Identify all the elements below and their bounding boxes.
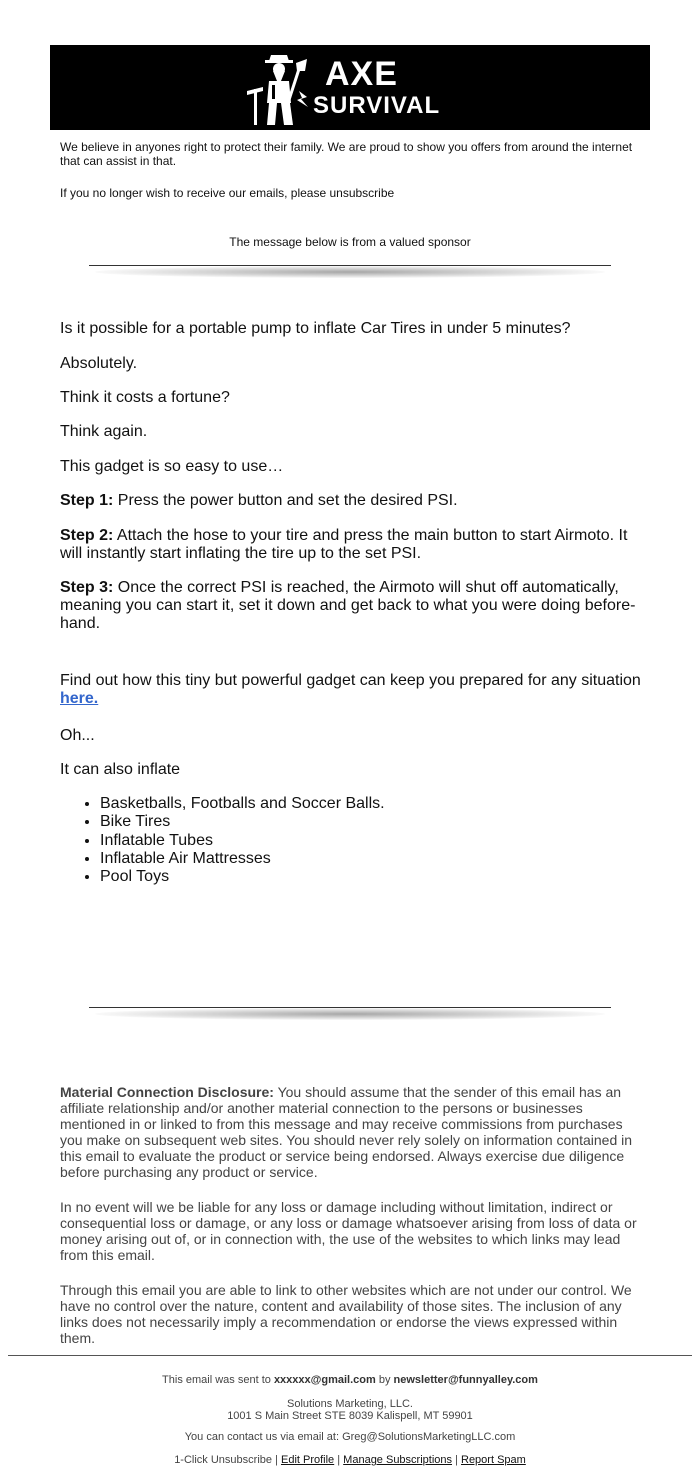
unsubscribe-line [60, 186, 394, 200]
contact-line: You can contact us via email at: Greg@SolutionsMarketingLLC.com [184, 1431, 516, 1443]
report-spam-link[interactable]: Report Spam [461, 1454, 526, 1466]
unsubscribe-prefix: If you no longer wish to receive our emails, please [60, 186, 327, 200]
step-1-label: Step 1: [60, 492, 114, 509]
step-2-label: Step 2: [60, 527, 114, 544]
logo-subtitle: SURVIVAL [313, 92, 441, 119]
sender-email: newsletter@funnyalley.com [393, 1374, 538, 1386]
recipient-email: xxxxxx@gmail.com [273, 1374, 376, 1386]
unsubscribe-link[interactable]: unsubscribe [329, 186, 395, 200]
manage-subscriptions-link[interactable]: Manage Subscriptions [343, 1454, 453, 1466]
intro-text: We believe in anyones right to protect their family. We are proud to show you offers from around the internet that can assist in that. [60, 140, 633, 168]
step-1 [60, 492, 642, 510]
separator: | [337, 1454, 341, 1466]
header-banner [50, 45, 650, 130]
answer-text: Absolutely. [60, 355, 138, 372]
cost-question: Think it costs a fortune? [60, 389, 230, 406]
prospector-with-axe-icon [241, 49, 311, 129]
company-address: 1001 S Main Street STE 8039 Kalispell, MT 59901 [227, 1410, 473, 1422]
separator: | [275, 1454, 278, 1466]
step-1-text: Press the power button and set the desired PSI. [117, 492, 458, 509]
footer-links [0, 1454, 700, 1466]
footer-divider [8, 1355, 692, 1356]
sponsor-note: The message below is from a valued sponsor [229, 235, 471, 249]
one-click-unsubscribe[interactable]: 1-Click Unsubscribe [174, 1454, 272, 1466]
sent-prefix: This email was sent to [162, 1374, 271, 1386]
disclosure-text: You should assume that the sender of this email has an affiliate relationship and/or another material connection to the persons or businesses mentioned in or linked to from this message and may receive commissions from purchases you make on subsequent web sites. You should never rely solely on information contained in this email to evaluate the product or service being endorsed. Always exercise due diligence before purchasing any product or service. [60, 1084, 633, 1180]
company-name: Solutions Marketing, LLC. [287, 1398, 413, 1410]
material-disclosure [60, 1084, 642, 1180]
list-item: • Inflatable Air Mattresses [100, 850, 385, 868]
external-links-text: Through this email you are able to link to other websites which are not under our control. We have no control over the nature, content and availability of those sites. The inclusion of any links does not necessarily imply a recommendation or endorse the views expressed within them. [60, 1282, 632, 1346]
list-item: • Pool Toys [100, 868, 385, 886]
sent-to-line [0, 1374, 700, 1386]
question-text: Is it possible for a portable pump to inflate Car Tires in under 5 minutes? [60, 320, 571, 337]
edit-profile-link[interactable]: Edit Profile [280, 1454, 335, 1466]
bottom-divider-shadow [95, 1008, 605, 1020]
here-link[interactable]: here. [60, 690, 99, 707]
oh-text: Oh... [60, 727, 95, 744]
disclosure-label: Material Connection Disclosure: [60, 1084, 274, 1100]
step-3-label: Step 3: [60, 579, 114, 596]
liability-text: In no event will we be liable for any loss or damage including without limitation, indirect or consequential loss or damage, or any loss or damage whatsoever arising from loss of data or money arising out of, or in connection with, the use of the websites to which links may lead from this email. [60, 1199, 637, 1263]
by-text: by [378, 1374, 391, 1386]
list-item: • Inflatable Tubes [100, 832, 385, 850]
also-text: It can also inflate [60, 761, 181, 778]
top-divider-shadow [95, 266, 605, 278]
cost-answer: Think again. [60, 423, 148, 440]
easy-text: This gadget is so easy to use… [60, 458, 284, 475]
step-3 [60, 579, 642, 633]
list-item: • Basketballs, Footballs and Soccer Balls. [100, 795, 385, 813]
step-2-text: Attach the hose to your tire and press the main button to start Airmoto. It will instantly start inflating the tire up to the set PSI. [60, 527, 628, 562]
step-2 [60, 527, 642, 563]
logo-title: AXE [325, 55, 398, 93]
find-out-text [60, 672, 642, 708]
separator: | [455, 1454, 458, 1466]
list-item: • Bike Tires [100, 813, 385, 831]
find-out-copy: Find out how this tiny but powerful gadget can keep you prepared for any situation [60, 672, 641, 689]
step-3-text: Once the correct PSI is reached, the Airmoto will shut off automatically, meaning you can start it, set it down and get back to what you were doing before-hand. [60, 579, 636, 632]
inflatables-list [60, 795, 385, 886]
